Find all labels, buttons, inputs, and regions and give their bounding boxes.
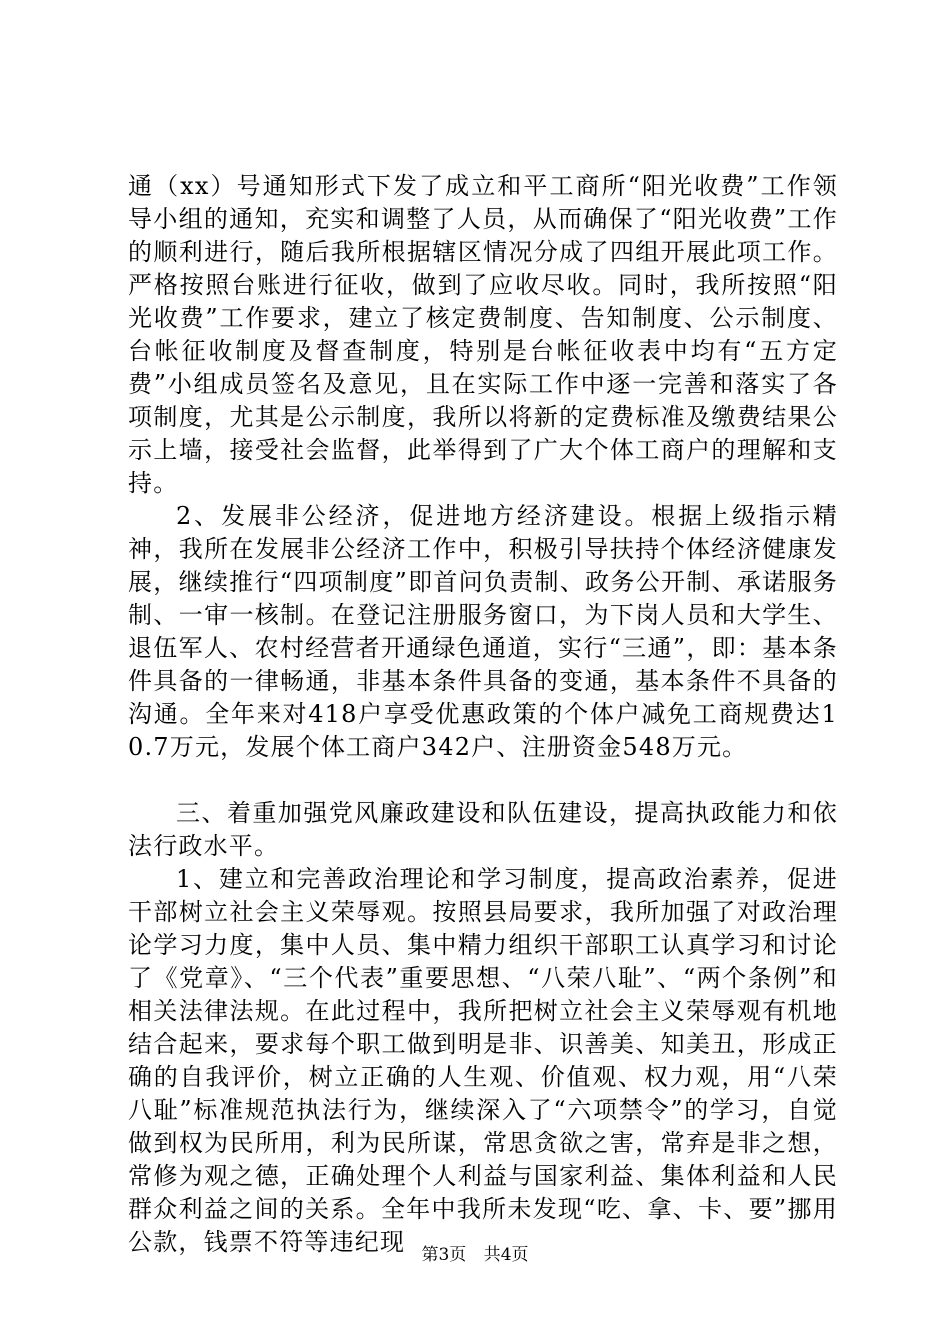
paragraph-1: 通（xx）号通知形式下发了成立和平工商所“阳光收费”工作领导小组的通知，充实和调整了人员，从而确保了“阳光收费”工作的顺利进行，随后我所根据辖区情况分成了四组开展此项工作。严格按照台账进行征收，做到了应收尽收。同时，我所按照“阳光收费”工作要求，建立了核定费制度、告知制度、公示制度、台帐征收制度及督查制度，特别是台帐征收表中均有“五方定费”小组成员签名及意见，且在实际工作中逐一完善和落实了各项制度，尤其是公示制度，我所以将新的定费标准及缴费结果公示上墙，接受社会监督，此举得到了广大个体工商户的理解和支持。 (128, 172, 838, 497)
paragraph-4: 1、建立和完善政治理论和学习制度，提高政治素养，促进干部树立社会主义荣辱观。按照县局要求，我所加强了对政治理论学习力度，集中人员、集中精力组织干部职工认真学习和讨论了《党章》、“三个代表”重要思想、“八荣八耻”、“两个条例”和相关法律法规。在此过程中，我所把树立社会主义荣辱观有机地结合起来，要求每个职工做到明是非、识善美、知美丑，形成正确的自我评价，树立正确的人生观、价值观、权力观，用“八荣八耻”标准规范执法行为，继续深入了“六项禁令”的学习，自觉做到权为民所用，利为民所谋，常思贪欲之害，常弃是非之想，常修为观之德，正确处理个人利益与国家利益、集体利益和人民群众利益之间的关系。全年中我所未发现“吃、拿、卡、要”挪用公款，钱票不符等违纪现 (128, 865, 838, 1256)
page-number: 第3页 (421, 1245, 467, 1265)
document-body (128, 170, 838, 1259)
section-heading-3: 三、着重加强党风廉政建设和队伍建设，提高执政能力和依法行政水平。 (128, 799, 838, 860)
page-footer (0, 1245, 950, 1265)
paragraph-2: 2、发展非公经济，促进地方经济建设。根据上级指示精神，我所在发展非公经济工作中，积极引导扶持个体经济健康发展，继续推行“四项制度”即首问负责制、政务公开制、承诺服务制、一审一核制。在登记注册服务窗口，为下岗人员和大学生、退伍军人、农村经营者开通绿色通道，实行“三通”，即：基本条件具备的一律畅通，非基本条件具备的变通，基本条件不具备的沟通。全年来对418户享受优惠政策的个体户减免工商规费达10.7万元，发展个体工商户342户、注册资金548万元。 (128, 502, 838, 761)
page-total: 共4页 (483, 1245, 529, 1265)
paragraph-gap (128, 764, 838, 797)
